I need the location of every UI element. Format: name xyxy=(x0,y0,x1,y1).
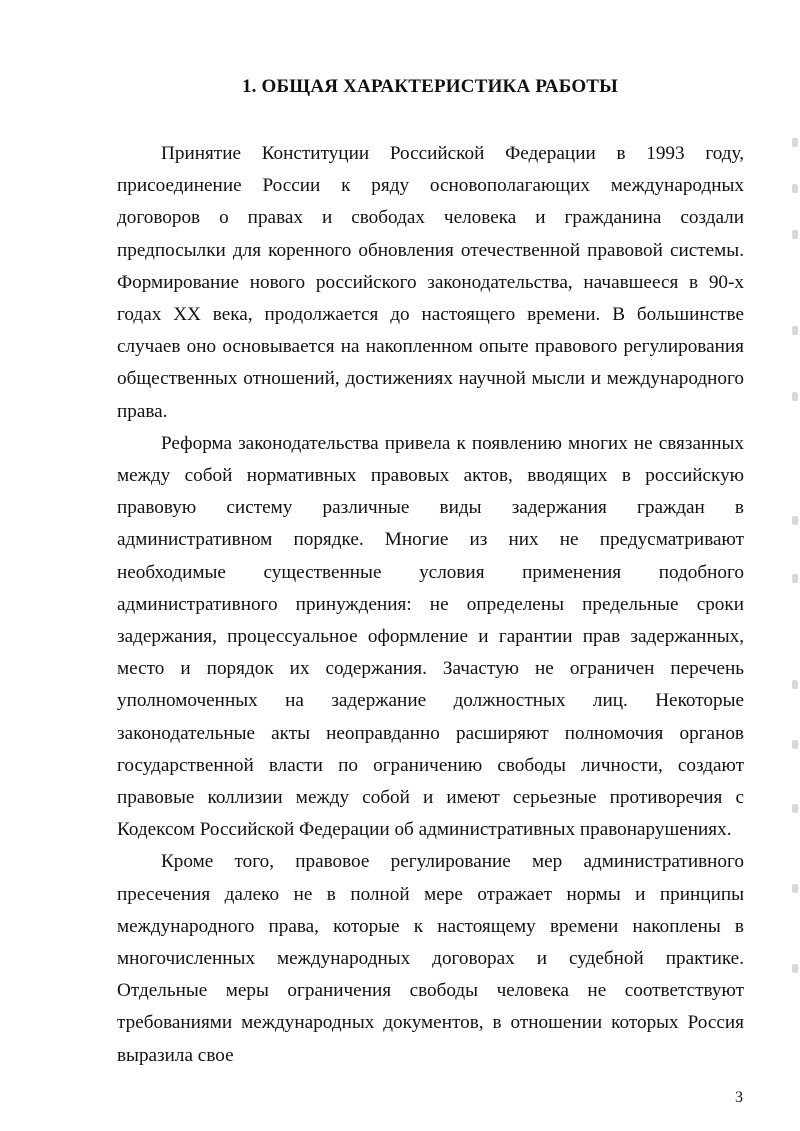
paragraph-1: Принятие Конституции Российской Федерации в 1993 году, присоединение России к ряду основополагающих международных договоров о правах и свободах человека и гражданина создали предпосылки для коренного обновления отечественной правовой системы. Формирование нового российского законодательства, начавшееся в 90-х годах XX века, продолжается до настоящего времени. В большинстве случаев оно основывается на накопленном опыте правового регулирования общественных отношений, достижениях научной мысли и международного права. xyxy=(117,143,744,422)
scan-edge-marks xyxy=(786,80,800,1000)
page-number: 3 xyxy=(735,1089,743,1106)
paragraph-2: Реформа законодательства привела к появлению многих не связанных между собой нормативных правовых актов, вводящих в российскую правовую систему различные виды задержания граждан в административном порядке. Многие из них не предусматривают необходимые существенные условия применения подобного административного принуждения: не определены предельные сроки задержания, процессуальное оформление и гарантии прав задержанных, место и порядок их содержания. Зачастую не ограничен перечень уполномоченных на задержание должностных лиц. Некоторые законодательные акты неоправданно расширяют полномочия органов государственной власти по ограничению свободы личности, создают правовые коллизии между собой и имеют серьезные противоречия с Кодексом Российской Федерации об административных правонарушениях. xyxy=(117,432,744,841)
section-heading: 1. ОБЩАЯ ХАРАКТЕРИСТИКА РАБОТЫ xyxy=(241,76,619,97)
body-text xyxy=(117,138,744,1072)
paragraph-3: Кроме того, правовое регулирование мер административного пресечения далеко не в полной мере отражает нормы и принципы международного права, которые к настоящему времени накоплены в многочисленных международных договорах и судебной практике. Отдельные меры ограничения свободы человека не соответствуют требованиями международных документов, в отношении которых Россия выразила свое xyxy=(117,851,744,1066)
